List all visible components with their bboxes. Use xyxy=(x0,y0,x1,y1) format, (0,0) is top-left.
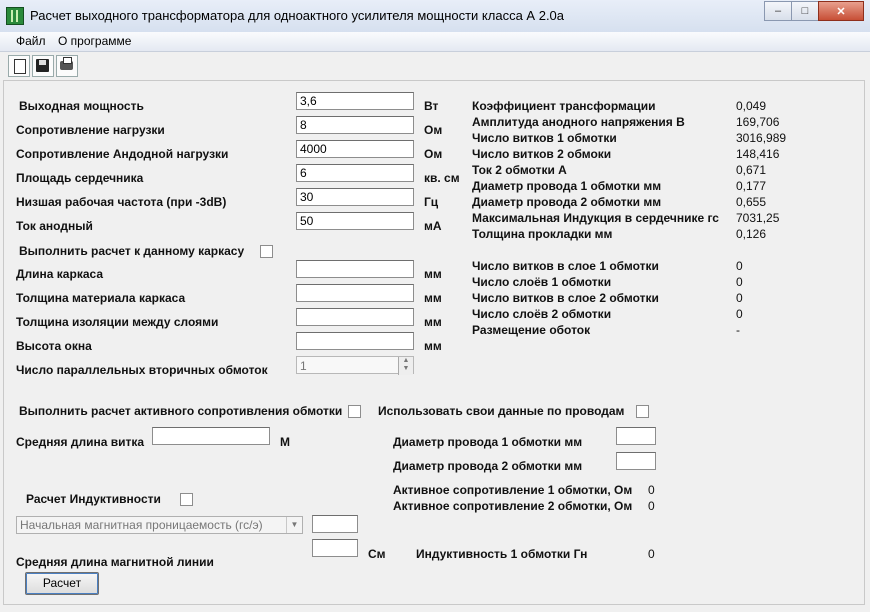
print-button[interactable] xyxy=(56,55,78,77)
anode-current-label: Ток анодный xyxy=(16,219,93,233)
layer-result-value: 0 xyxy=(736,291,743,305)
low-freq-input[interactable] xyxy=(296,188,414,206)
layer-result-value: 0 xyxy=(736,307,743,321)
r1-label: Активное сопротивление 1 обмотки, Ом xyxy=(393,483,633,497)
frame-length-label: Длина каркаса xyxy=(16,267,103,281)
maximize-button[interactable]: □ xyxy=(791,1,819,21)
layer-result-value: 0 xyxy=(736,259,743,273)
chevron-down-icon[interactable]: ▼ xyxy=(286,517,302,533)
save-button[interactable] xyxy=(32,55,54,77)
wire1-input[interactable] xyxy=(616,427,656,445)
app-icon xyxy=(6,7,24,25)
own-wire-label: Использовать свои данные по проводам xyxy=(378,404,625,418)
window-title: Расчет выходного трансформатора для одноактного усилителя мощности класса А 2.0а xyxy=(30,8,565,23)
result-value: 7031,25 xyxy=(736,211,780,225)
anode-current-input[interactable] xyxy=(296,212,414,230)
calculate-button[interactable]: Расчет xyxy=(25,572,99,595)
result-value: 3016,989 xyxy=(736,131,787,145)
printer-icon xyxy=(60,61,73,70)
result-value: 169,706 xyxy=(736,115,780,129)
result-value: 0,049 xyxy=(736,99,767,113)
own-wire-checkbox[interactable] xyxy=(636,405,649,418)
low-freq-unit: Гц xyxy=(424,195,439,209)
spin-down-icon[interactable]: ▼ xyxy=(402,365,410,372)
inductance-calc-checkbox[interactable] xyxy=(180,493,193,506)
layer-result-label: Размещение оботок xyxy=(472,323,591,337)
menu-file[interactable]: Файл xyxy=(16,34,46,48)
low-freq-label: Низшая рабочая частота (при -3dB) xyxy=(16,195,227,209)
frame-thickness-input[interactable] xyxy=(296,284,414,302)
parallel-windings-value: 1 xyxy=(300,359,307,373)
layer-result-label: Число витков в слое 2 обмотки xyxy=(472,291,659,305)
close-button[interactable]: ✕ xyxy=(818,1,864,21)
insulation-input[interactable] xyxy=(296,308,414,326)
magnetic-line-label: Средняя длина магнитной линии xyxy=(16,555,214,569)
load-resistance-label: Сопротивление нагрузки xyxy=(16,123,165,137)
minimize-button[interactable]: ‒ xyxy=(764,1,792,21)
layer-result-label: Число слоёв 1 обмотки xyxy=(472,275,612,289)
anode-load-input[interactable] xyxy=(296,140,414,158)
window-height-input[interactable] xyxy=(296,332,414,350)
inductance-result-label: Индуктивность 1 обмотки Гн xyxy=(416,547,588,561)
layer-result-value: - xyxy=(736,323,740,337)
anode-current-unit: мА xyxy=(424,219,442,233)
spinner-buttons[interactable] xyxy=(398,357,413,375)
result-value: 0,126 xyxy=(736,227,767,241)
layer-result-label: Число витков в слое 1 обмотки xyxy=(472,259,659,273)
permeability-select[interactable] xyxy=(16,516,303,534)
result-label: Диаметр провода 1 обмотки мм xyxy=(472,179,662,193)
result-label: Число витков 1 обмотки xyxy=(472,131,617,145)
resistance-calc-checkbox[interactable] xyxy=(348,405,361,418)
parallel-windings-label: Число параллельных вторичных обмоток xyxy=(16,363,268,377)
wire2-label: Диаметр провода 2 обмотки мм xyxy=(393,459,583,473)
core-area-input[interactable] xyxy=(296,164,414,182)
inductance-calc-label: Расчет Индуктивности xyxy=(26,492,161,506)
new-document-icon xyxy=(14,59,26,74)
menu-bar xyxy=(0,32,870,52)
magnetic-line-unit: См xyxy=(368,547,386,561)
anode-load-unit: Ом xyxy=(424,147,443,161)
result-label: Амплитуда анодного напряжения В xyxy=(472,115,685,129)
permeability-option: Начальная магнитная проницаемость (гс/э) xyxy=(20,518,263,532)
toolbar xyxy=(8,55,80,77)
r1-value: 0 xyxy=(648,483,655,497)
avg-turn-unit: М xyxy=(280,435,290,449)
layer-result-value: 0 xyxy=(736,275,743,289)
r2-label: Активное сопротивление 2 обмотки, Ом xyxy=(393,499,633,513)
frame-calc-label: Выполнить расчет к данному каркасу xyxy=(19,244,245,258)
save-disk-icon xyxy=(36,59,49,72)
inductance-result-value: 0 xyxy=(648,547,655,561)
spin-up-icon[interactable]: ▲ xyxy=(402,357,410,364)
insulation-label: Толщина изоляции между слоями xyxy=(16,315,219,329)
resistance-calc-label: Выполнить расчет активного сопротивления обмотки xyxy=(19,404,343,418)
result-label: Ток 2 обмотки А xyxy=(472,163,567,177)
frame-thickness-unit: мм xyxy=(424,291,442,305)
insulation-unit: мм xyxy=(424,315,442,329)
wire2-input[interactable] xyxy=(616,452,656,470)
title-bar xyxy=(0,0,870,33)
parallel-windings-spinner[interactable] xyxy=(296,356,414,374)
magnetic-line-input[interactable] xyxy=(312,539,358,557)
window-controls xyxy=(765,1,864,20)
output-power-label: Выходная мощность xyxy=(19,99,144,113)
result-label: Максимальная Индукция в сердечнике гс xyxy=(472,211,719,225)
result-value: 0,177 xyxy=(736,179,767,193)
result-value: 148,416 xyxy=(736,147,780,161)
load-resistance-unit: Ом xyxy=(424,123,443,137)
permeability-input[interactable] xyxy=(312,515,358,533)
avg-turn-input[interactable] xyxy=(152,427,270,445)
window-height-unit: мм xyxy=(424,339,442,353)
core-area-label: Площадь сердечника xyxy=(16,171,144,185)
anode-load-label: Сопротивление Андодной нагрузки xyxy=(16,147,229,161)
r2-value: 0 xyxy=(648,499,655,513)
output-power-input[interactable] xyxy=(296,92,414,110)
frame-length-input[interactable] xyxy=(296,260,414,278)
output-power-unit: Вт xyxy=(424,99,439,113)
frame-thickness-label: Толщина материала каркаса xyxy=(16,291,186,305)
result-label: Коэффициент трансформации xyxy=(472,99,656,113)
result-value: 0,671 xyxy=(736,163,767,177)
result-value: 0,655 xyxy=(736,195,767,209)
result-label: Диаметр провода 2 обмотки мм xyxy=(472,195,662,209)
layer-result-label: Число слоёв 2 обмотки xyxy=(472,307,612,321)
new-button[interactable] xyxy=(8,55,30,77)
menu-about[interactable]: О программе xyxy=(58,34,132,48)
load-resistance-input[interactable] xyxy=(296,116,414,134)
window-height-label: Высота окна xyxy=(16,339,92,353)
result-label: Толщина прокладки мм xyxy=(472,227,613,241)
core-area-unit: кв. см xyxy=(424,171,460,185)
frame-length-unit: мм xyxy=(424,267,442,281)
result-label: Число витков 2 обмоки xyxy=(472,147,612,161)
frame-calc-checkbox[interactable] xyxy=(260,245,273,258)
avg-turn-label: Средняя длина витка xyxy=(16,435,145,449)
wire1-label: Диаметр провода 1 обмотки мм xyxy=(393,435,583,449)
